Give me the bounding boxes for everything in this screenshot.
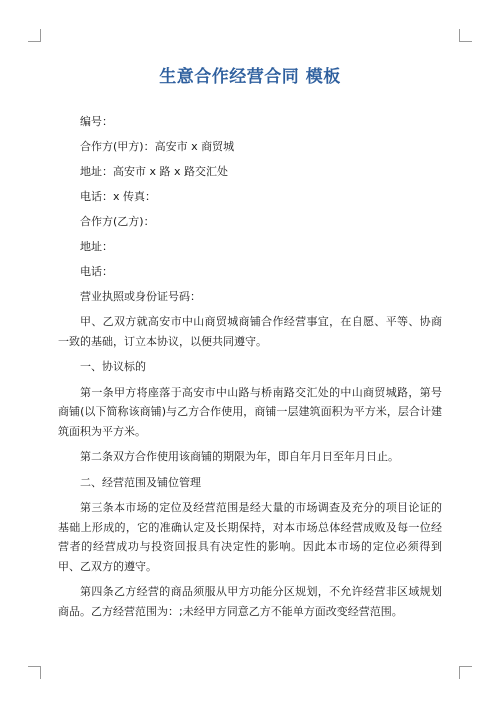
field-contract-number: 编号： — [80, 115, 113, 128]
corner-mark-top-left — [28, 29, 41, 42]
corner-mark-bottom-right — [459, 666, 472, 679]
field-party-a: 合作方(甲方)：高安市 x 商贸城 — [80, 140, 235, 153]
field-party-b-address: 地址： — [80, 240, 113, 253]
article-3: 第三条本市场的定位及经营范围是经大量的市场调查及充分的项目论证的基础上形成的，它的准确认定及长期保持，对本市场总体经营成败及每一位经营者的经营成功与投资回报具有决定性的影响。因此本市场的定位必须得到甲、乙双方的遵守。 — [58, 501, 442, 573]
intro-paragraph: 甲、乙双方就高安市中山商贸城商铺合作经营事宜，在自愿、平等、协商一致的基础，订立本协议，以便共同遵守。 — [58, 315, 442, 348]
field-party-b: 合作方(乙方)： — [80, 215, 155, 228]
field-party-b-phone: 电话： — [80, 265, 113, 278]
article-4: 第四条乙方经营的商品须服从甲方功能分区规划，不允许经营非区域规划商品。乙方经营范围为：;未经甲方同意乙方不能单方面改变经营范围。 — [58, 585, 442, 618]
field-party-a-phone-fax: 电话：x 传真： — [80, 190, 157, 203]
document-body — [58, 112, 442, 627]
document-title: 生意合作经营合同 模板 — [159, 67, 341, 87]
field-license-id: 营业执照或身份证号码： — [80, 290, 201, 303]
corner-mark-top-right — [459, 29, 472, 42]
section-heading-2: 二、经营范围及铺位管理 — [80, 475, 201, 489]
article-1: 第一条甲方将座落于高安市中山路与桥南路交汇处的中山商贸城路，第号商铺(以下简称该商铺)与乙方合作使用，商铺一层建筑面积为平方米，层合计建筑面积为平方米。 — [58, 385, 442, 438]
corner-mark-bottom-left — [28, 666, 41, 679]
article-2: 第二条双方合作使用该商铺的期限为年，即自年月日至年月日止。 — [80, 450, 399, 463]
section-heading-1: 一、协议标的 — [80, 360, 146, 373]
field-party-a-address: 地址：高安市 x 路 x 路交汇处 — [80, 165, 229, 178]
